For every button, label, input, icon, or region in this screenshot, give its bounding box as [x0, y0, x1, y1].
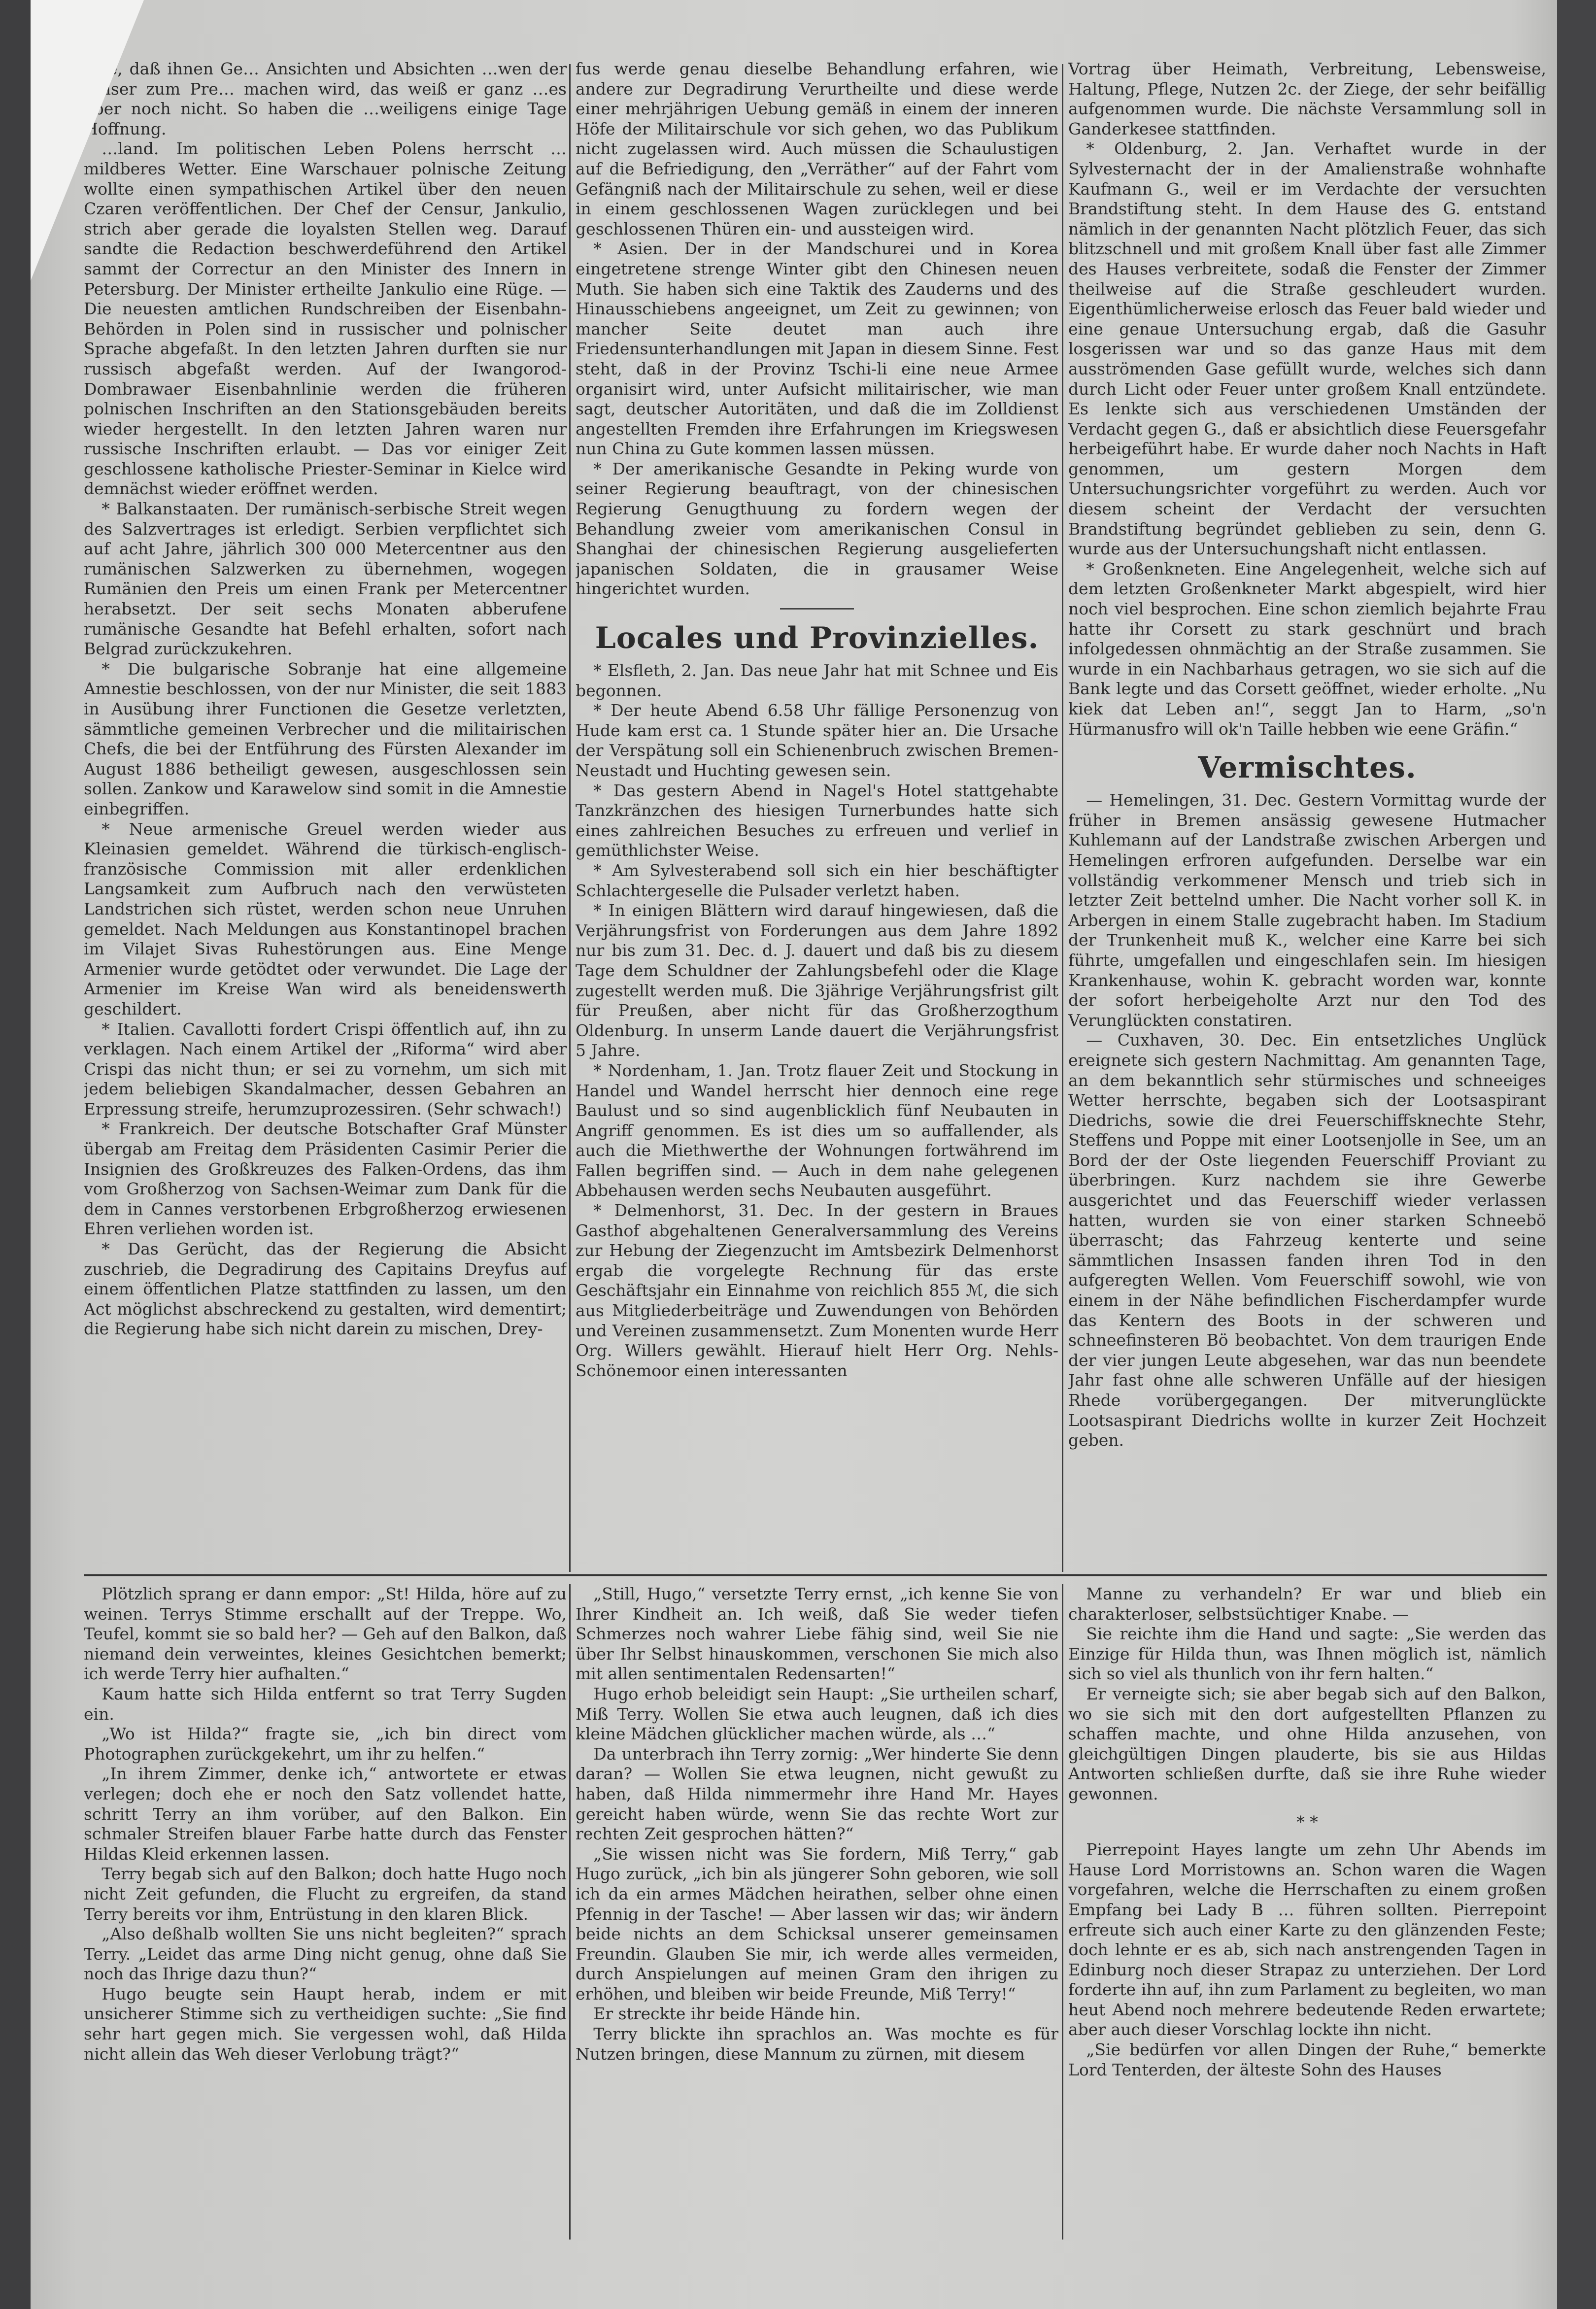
story-paragraph: „Wo ist Hilda?“ fragte sie, „ich bin direct vom Photographen zurückgekehrt, um ihr zu helfen.“ [84, 1724, 567, 1764]
column-rule [1062, 64, 1063, 1572]
story-paragraph: „Still, Hugo,“ versetzte Terry ernst, „ich kenne Sie von Ihrer Kindheit an. Ich weiß, daß Sie weder tiefen Schmerzes noch wahrer Liebe fähig sind, weil Sie nie über Ihr Selbst hinauskommen, verschonen Sie mich also mit allen sentimentalen Redensarten!“ [576, 1584, 1058, 1684]
column-1 [84, 59, 567, 1572]
section-heading-vermischtes: Vermischtes. [1198, 750, 1417, 785]
article-hemelingen: — Hemelingen, 31. Dec. Gestern Vormittag wurde der früher in Bremen ansässig gewesene Hutmacher Kuhlemann auf der Landstraße zwischen Arbergen und Hemelingen erfroren aufgefunden. Derselbe war ein vollständig verkommener Mensch und trieb sich in letzter Zeit bettelnd umher. Die Nacht vorher soll K. in Arbergen in einem Stalle zugebracht haben. Im Stadium der Trunkenheit muß K., welcher eine Karre bei sich führte, umgefallen und eingeschlafen sein. Im hiesigen Krankenhause, wohin K. gebracht worden war, konnte der sofort herbeigeholte Arzt nur den Tod des Verunglückten constatiren. [1068, 790, 1546, 1030]
article-balkans: * Balkanstaaten. Der rumänisch-serbische Streit wegen des Salzvertrages ist erledigt. Serbien verpflichtet sich auf acht Jahre, jährlich 300 000 Metercentner aus den rumänischen Salzwerken zu übernehmen, wogegen Rumänien den Preis um einen Frank per Metercentner herabsetzt. Der seit sechs Monaten abberufene rumänische Gesandte hat Befehl erhalten, sofort nach Belgrad zurückzukehren. [84, 499, 567, 659]
story-paragraph: „Also deßhalb wollten Sie uns nicht begleiten?“ sprach Terry. „Leidet das arme Ding nicht genug, ohne daß Sie noch das Ihrige dazu thun?“ [84, 1924, 567, 1984]
story-paragraph: Manne zu verhandeln? Er war und blieb ein charakterloser, selbstsüchtiger Knabe. — [1068, 1584, 1546, 1624]
story-paragraph: Er streckte ihr beide Hände hin. [593, 2004, 861, 2024]
torn-corner [31, 0, 144, 281]
story-paragraph: „In ihrem Zimmer, denke ich,“ antwortete er etwas verlegen; doch ehe er noch den Satz vollendet hatte, schritt Terry an ihm vorüber, auf den Balkon. Ein schmaler Streifen blauer Farbe hatte durch das Fenster Hildas Kleid erkennen lassen. [84, 1764, 567, 1864]
story-paragraph: Sie reichte ihm die Hand und sagte: „Sie werden das Einzige für Hilda thun, was Ihnen möglich ist, nämlich sich so viel als thunlich von ihr fern halten.“ [1068, 1624, 1546, 1684]
article-france: * Frankreich. Der deutsche Botschafter Graf Münster übergab am Freitag dem Präsidenten Casimir Perier die Insignien des Großkreuzes des Falken-Ordens, das ihm vom Großherzog von Sachsen-Weimar zum Dank für die dem in Cannes verstorbenen Erbgroßherzog erwiesenen Ehren verliehen worden ist. [84, 1119, 567, 1239]
article-grossenkneten: * Großenkneten. Eine Angelegenheit, welche sich auf dem letzten Großenkneter Markt abgespielt, wird hier noch viel besprochen. Eine schon ziemlich bejahrte Frau hatte ihr Corsett zu stark geschnürt und brach infolgedessen ohnmächtig an der Straße zusammen. Sie wurde in ein Nachbarhaus getragen, wo sie sich auf die Bank legte und das Corsett geöffnet, wieder erholte. „Nu kiek dat Leben an!“, seggt Jan to Harm, „so'n Hürmanusfro will ok'n Taille hebben wie eene Gräfin.“ [1068, 559, 1546, 739]
article: …re, daß ihnen Ge… Ansichten und Absichten …wen der Kaiser zum Pre… machen wird, das weiß er ganz …es aber noch nicht. So haben die …weiligens einige Tage Hoffnung. [84, 59, 567, 138]
section-break: * * [1296, 1812, 1318, 1832]
article-tanzkraenzchen: * Das gestern Abend in Nagel's Hotel stattgehabte Tanzkränzchen des hiesigen Turnerbundes hatte sich eines zahlreichen Besuches zu erfreuen und verlief in gemüthlichster Weise. [576, 781, 1058, 860]
article-dreyfus: * Das Gerücht, das der Regierung die Absicht zuschrieb, die Degradirung des Capitains Dreyfus auf einem öffentlichen Platze stattfinden zu lassen, um den Act möglichst abschreckend zu gestalten, wird dementirt; die Regierung habe sich nicht darein zu mischen, Drey- [84, 1239, 567, 1339]
story-paragraph: „Sie wissen nicht was Sie fordern, Miß Terry,“ gab Hugo zurück, „ich bin als jüngerer Sohn geboren, wie soll ich da ein armes Mädchen heirathen, selber ohne einen Pfennig in der Tasche! — Aber lassen wir das; wir ändern beide nichts an dem Schicksal unserer gemeinsamen Freundin. Glauben Sie mir, ich werde alles vermeiden, durch Anspielungen auf meinen Gram den ihrigen zu erhöhen, und bleiben wir beide Freunde, Miß Terry!“ [576, 1844, 1058, 2003]
story-paragraph: Er verneigte sich; sie aber begab sich auf den Balkon, wo sie sich mit den dort aufgestellten Pflanzen zu schaffen machte, und ohne Hilda anzusehen, von gleichgültigen Dingen plauderte, bis sie aus Hildas Antworten schließen durfte, daß sie ihre Ruhe wieder gewonnen. [1068, 1684, 1546, 1803]
short-divider [780, 608, 854, 610]
article-elsfleth: * Elsfleth, 2. Jan. Das neue Jahr hat mit Schnee und Eis begonnen. [576, 661, 1058, 700]
article-poland: …land. Im politischen Leben Polens herrscht …mildberes Wetter. Eine Warschauer polnische Zeitung wollte einen sympathischen Artikel über den neuen Czaren veröffentlichen. Der Chef der Censur, Jankulio, strich aber gerade die loyalsten Stellen weg. Darauf sandte die Redaction beschwerdeführend den Artikel sammt der Correctur an den Minister des Innern in Petersburg. Der Minister ertheilte Jankulio eine Rüge. — Die neuesten amtlichen Rundschreiben der Eisenbahn-Behörden in Polen sind in russischer und polnischer Sprache abgefaßt. In den letzten Jahren durften sie nur russisch abgefaßt werden. Auf der Iwangorod-Dombrawaer Eisenbahnlinie werden die früheren polnischen Inschriften an den Stationsgebäuden bereits wieder hergestellt. In den letzten Jahren waren nur russische Inschriften erlaubt. — Das vor einiger Zeit geschlossene katholische Priester-Seminar in Kielce wird demnächst wieder eröffnet werden. [84, 139, 567, 499]
article-sylvester: * Am Sylvesterabend soll sich ein hier beschäftigter Schlachtergeselle die Pulsader verletzt haben. [576, 860, 1058, 900]
article-peking: * Der amerikanische Gesandte in Peking wurde von seiner Regierung beauftragt, von der chinesischen Regierung Genugthuung zu fordern wegen der Behandlung zweier vom amerikanischen Consul in Shanghai der chinesischen Regierung ausgelieferten japanischen Soldaten, die in grausamer Weise hingerichtet wurden. [576, 459, 1058, 599]
story-paragraph: Hugo erhob beleidigt sein Haupt: „Sie urtheilen scharf, Miß Terry. Wollen Sie etwa auch leugnen, daß ich dies kleine Mädchen glücklicher machen würde, als …“ [576, 1684, 1058, 1744]
feuilleton-column-2 [576, 1584, 1058, 2240]
column-rule [569, 1584, 571, 2240]
column-3 [1068, 59, 1546, 1572]
article-armenia: * Neue armenische Greuel werden wieder aus Kleinasien gemeldet. Während die türkisch-englisch-französische Commission mit aller erdenklichen Langsamkeit zum Aufbruch nach den verwüsteten Landstrichen sich rüstet, werden schon neue Unruhen gemeldet. Nach Meldungen aus Konstantinopel brachen im Vilajet Sivas Ruhestörungen aus. Eine Menge Armenier wurde getödtet oder verwundet. Die Lage der Armenier im Kreise Wan wird als beneidenswerth geschildert. [84, 819, 567, 1019]
scan-right-edge [1557, 0, 1596, 2309]
article-cuxhaven: — Cuxhaven, 30. Dec. Ein entsetzliches Unglück ereignete sich gestern Nachmittag. Am genannten Tage, an dem bekanntlich sehr stürmisches und schneeiges Wetter herrschte, begaben sich der Lootsaspirant Diedrichs, sowie die drei Feuerschiffsknechte Stehr, Steffens und Poppe mit einer Lootsenjolle in See, um an Bord der der Oste liegenden Feuerschiff Proviant zu überbringen. Kurz nachdem sie ihre Gewerbe ausgerichtet und das Feuerschiff wieder verlassen hatten, wurden sie von einer starken Schneebö überrascht; das Fahrzeug kenterte und seine sämmtlichen Insassen fanden ihren Tod in den aufgeregten Wellen. Vom Feuerschiff sowohl, wie von einem in der Nähe befindlichen Fischerdampfer wurde das Kentern des Boots in der schweren und schneefinsteren Bö beobachtet. Von dem traurigen Ende der vier jungen Leute abgesehen, war das nun beendete Jahr fast ohne alle schweren Unfälle auf der hiesigen Rhede vorübergegangen. Der mitverunglückte Lootsaspirant Diedrichs wollte in kurzer Zeit Hochzeit geben. [1068, 1030, 1546, 1450]
article-asia: * Asien. Der in der Mandschurei und in Korea eingetretene strenge Winter gibt den Chinesen neuen Muth. Sie haben sich eine Taktik des Zauderns und des Hinausschiebens angeeignet, um Zeit zu gewinnen; von mancher Seite deutet man auch ihre Friedensunterhandlungen mit Japan in diesem Sinne. Fest steht, daß in der Provinz Tschi-li eine neue Armee organisirt wird, unter Aufsicht militairischer, wie man sagt, deutscher Autoritäten, und daß die im Zolldienst angestellten Fremden ihre Erfahrungen im Kriegswesen nun China zu Gute kommen lassen müssen. [576, 239, 1058, 459]
story-paragraph: Terry blickte ihn sprachlos an. Was mochte es für Nutzen bringen, diese Mannum zu zürnen, mit diesem [576, 2024, 1058, 2064]
article-dreyfus-cont: fus werde genau dieselbe Behandlung erfahren, wie andere zur Degradirung Verurtheilte und diese werde einer mehrjährigen Uebung gemäß in einem der inneren Höfe der Militairschule vor sich gehen, wo das Publikum nicht zugelassen wird. Auch müssen die Schaulustigen auf die Befriedigung, den „Verräther“ auf der Fahrt vom Gefängniß nach der Militairschule zu sehen, weil er diese in einem geschlossenen Wagen zurücklegen und bei geschlossenen Thüren ein- und aussteigen wird. [576, 59, 1058, 238]
column-rule [1062, 1584, 1063, 2240]
article-delmenhorst-cont: Vortrag über Heimath, Verbreitung, Lebensweise, Haltung, Pflege, Nutzen 2c. der Ziege, der sehr beifällig aufgenommen wurde. Die nächste Versammlung soll in Ganderkesee stattfinden. [1068, 59, 1546, 138]
story-paragraph: Kaum hatte sich Hilda entfernt so trat Terry Sugden ein. [84, 1684, 567, 1724]
article-delmenhorst: * Delmenhorst, 31. Dec. In der gestern in Braues Gasthof abgehaltenen Generalversammlung des Vereins zur Hebung der Ziegenzucht im Amtsbezirk Delmenhorst ergab die vorgelegte Rechnung für das erste Geschäftsjahr ein Einnahme von reichlich 855 ℳ, die sich aus Mitgliederbeiträge und Zuwendungen von Behörden und Vereinen zusammensetzt. Zum Monenten wurde Herr Org. Willers gewählt. Hierauf hielt Herr Org. Nehls-Schönemoor einen interessanten [576, 1201, 1058, 1380]
story-paragraph: „Sie bedürfen vor allen Dingen der Ruhe,“ bemerkte Lord Tenterden, der älteste Sohn des Hauses [1068, 2040, 1546, 2079]
column-2 [576, 59, 1058, 1572]
story-paragraph: Plötzlich sprang er dann empor: „St! Hilda, höre auf zu weinen. Terrys Stimme erschallt auf der Treppe. Wo, Teufel, kommt sie so bald her? — Geh auf den Balkon, daß niemand dein verweintes, kleines Gesichtchen bemerkt; ich werde Terry hier aufhalten.“ [84, 1584, 567, 1684]
feuilleton-column-1 [84, 1584, 567, 2240]
article-bulgaria: * Die bulgarische Sobranje hat eine allgemeine Amnestie beschlossen, von der nur Minister, die seit 1883 in Ausübung ihrer Functionen die Gesetze verletzten, sämmtliche gemeinen Verbrecher und die militairischen Chefs, die bei der Entführung des Fürsten Alexander im August 1886 betheiligt gewesen, ausgeschlossen sein sollen. Zankow und Karawelow sind somit in die Amnestie einbegriffen. [84, 659, 567, 818]
story-paragraph: Terry begab sich auf den Balkon; doch hatte Hugo noch nicht Zeit gefunden, die Flucht zu ergreifen, da stand Terry bereits vor ihm, Entrüstung in den klaren Blick. [84, 1864, 567, 1924]
scan-left-edge [0, 0, 31, 2309]
story-paragraph: Hugo beugte sein Haupt herab, indem er mit unsicherer Stimme sich zu vertheidigen suchte: „Sie find sehr hart gegen mich. Sie vergessen wohl, daß Hilda nicht allein das Weh dieser Verlobung trägt?“ [84, 1984, 567, 2064]
article-italy: * Italien. Cavallotti fordert Crispi öffentlich auf, ihn zu verklagen. Nach einem Artikel der „Riforma“ wird aber Crispi das nicht thun; er sei zu vornehm, um sich mit jedem beliebigen Skandalmacher, dessen Gebahren an Erpressung streife, herumzuprozessiren. (Sehr schwach!) [84, 1019, 567, 1119]
story-paragraph: Da unterbrach ihn Terry zornig: „Wer hinderte Sie denn daran? — Wollen Sie etwa leugnen, nicht gewußt zu haben, daß Hilda nimmermehr ihre Hand Mr. Hayes gereicht haben würde, wenn Sie das rechte Wort zur rechten Zeit gesprochen hätten?“ [576, 1744, 1058, 1844]
article-oldenburg: * Oldenburg, 2. Jan. Verhaftet wurde in der Sylvesternacht der in der Amalienstraße wohnhafte Kaufmann G., weil er im Verdachte der versuchten Brandstiftung steht. In dem Hause des G. entstand nämlich in der genannten Nacht plötzlich Feuer, das sich blitzschnell und mit großem Knall über fast alle Zimmer des Hauses verbreitete, sodaß die Fenster der Zimmer theilweise auf die Straße geschleudert wurden. Eigenthümlicherweise erlosch das Feuer bald wieder und eine genaue Untersuchung ergab, daß die Gasuhr losgerissen war und so das ganze Haus mit dem ausströmenden Gase gefüllt wurde, welches sich dann durch Licht oder Feuer unter großem Knall entzündete. Es lenkte sich aus verschiedenen Umständen der Verdacht gegen G., daß er absichtlich diese Feuersgefahr herbeigeführt habe. Er wurde daher noch Nachts in Haft genommen, um gestern Morgen dem Untersuchungsrichter vorgeführt zu werden. Auch vor diesem scheint der Verdacht der versuchten Brandstiftung begründet geblieben zu sein, denn G. wurde aus der Untersuchungshaft nicht entlassen. [1068, 139, 1546, 559]
feuilleton-divider [84, 1574, 1547, 1576]
column-rule [569, 64, 571, 1572]
section-heading-locales: Locales und Provinzielles. [595, 621, 1039, 656]
article-nordenham: * Nordenham, 1. Jan. Trotz flauer Zeit und Stockung in Handel und Wandel herrscht hier dennoch eine rege Baulust und so sind augenblicklich fünf Neubauten in Angriff genommen. Es ist dies um so auffallender, als auch die Miethwerthe der Wohnungen fortwährend im Fallen begriffen sind. — Auch in dem nahe gelegenen Abbehausen werden sechs Neubauten ausgeführt. [576, 1060, 1058, 1200]
article-personenzug: * Der heute Abend 6.58 Uhr fällige Personenzug von Hude kam erst ca. 1 Stunde später hier an. Die Ursache der Verspätung soll ein Schienenbruch zwischen Bremen-Neustadt und Huchting gewesen sein. [576, 701, 1058, 780]
article-verjaehrung: * In einigen Blättern wird darauf hingewiesen, daß die Verjährungsfrist von Forderungen aus dem Jahre 1892 nur bis zum 31. Dec. d. J. dauert und daß bis zu diesem Tage dem Schuldner der Zahlungsbefehl oder die Klage zugestellt werden muß. Die 3jährige Verjährungsfrist gilt für Preußen, aber nicht für das Großherzogthum Oldenburg. In unserm Lande dauert die Verjährungsfrist 5 Jahre. [576, 901, 1058, 1060]
story-paragraph: Pierrepoint Hayes langte um zehn Uhr Abends im Hause Lord Morristowns an. Schon waren die Wagen vorgefahren, welche die Herrschaften zu einem großen Empfang bei Lady B … führen sollten. Pierrepoint erfreute sich auch einer Karte zu den glänzenden Feste; doch lehnte er es ab, sich nach anstrengenden Tagen in Edinburg noch dieser Strapaz zu unterziehen. Der Lord forderte ihn auf, ihn zum Parlament zu begleiten, wo man heut Abend noch mehrere bedeutende Reden erwartete; aber auch dieser Vorschlag lockte ihn nicht. [1068, 1840, 1546, 2039]
feuilleton-column-3 [1068, 1584, 1546, 2240]
